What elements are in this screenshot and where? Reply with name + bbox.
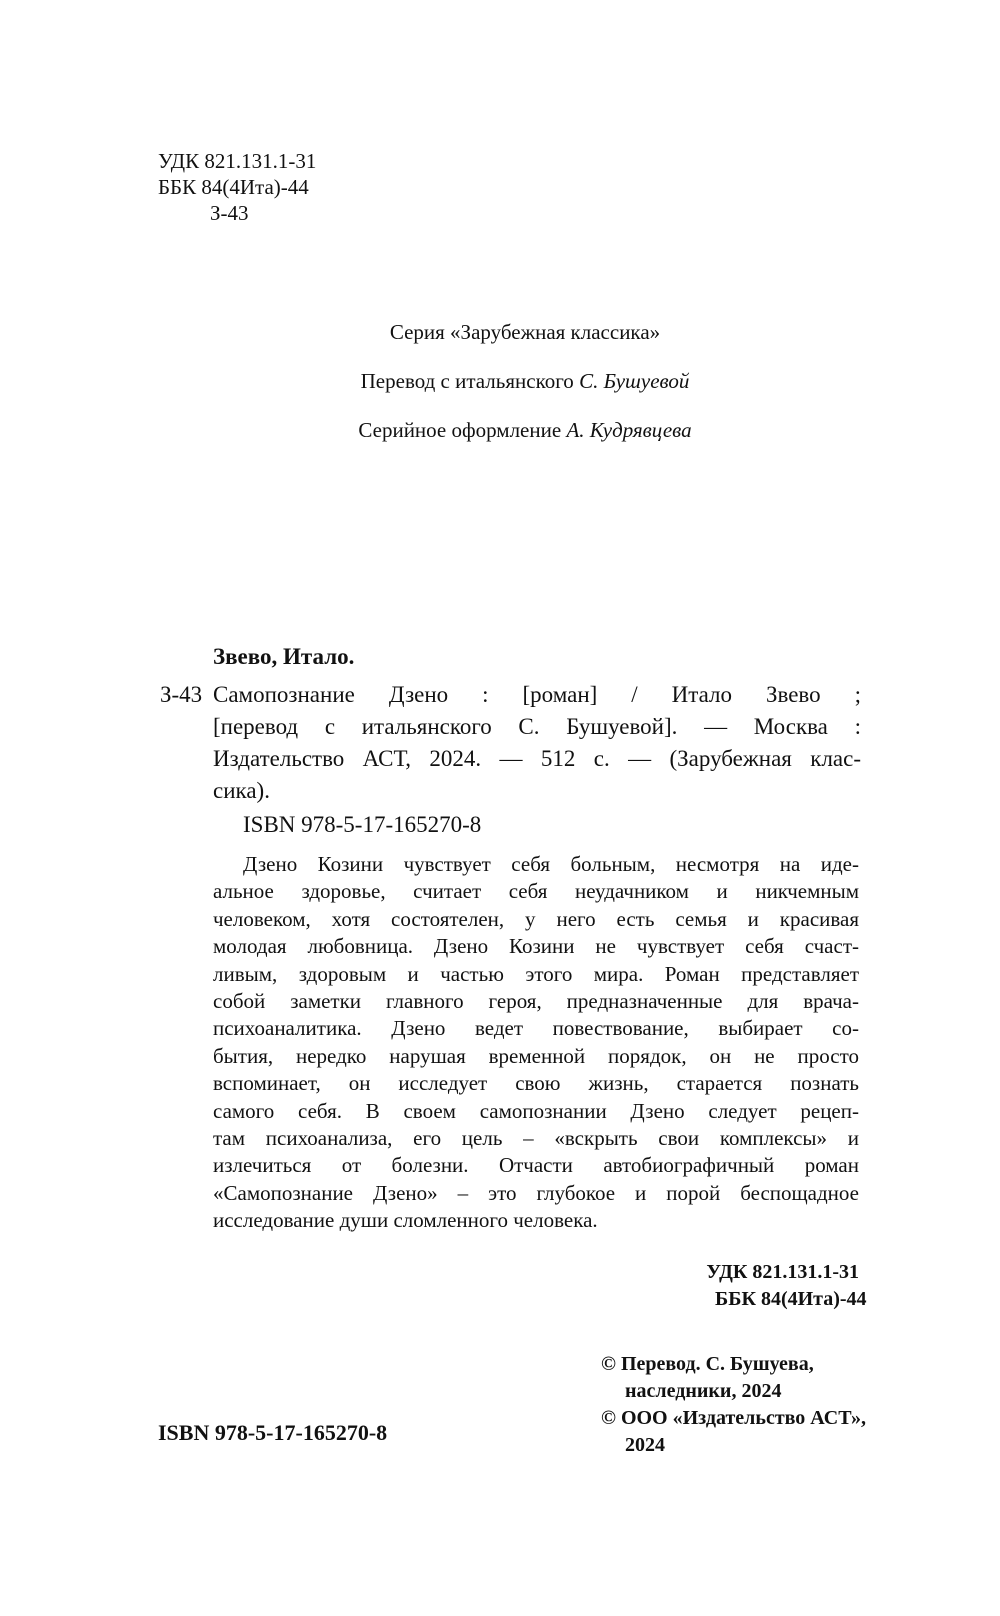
translator-name: С. Бушуевой <box>579 369 690 393</box>
translation-line <box>0 369 1000 394</box>
annotation-line: излечиться от болезни. Отчасти автобиографичный роман <box>213 1153 859 1178</box>
record-author-mark: З-43 <box>160 682 203 707</box>
translation-prefix: Перевод с итальянского <box>360 369 580 393</box>
biblio-line: сика). <box>213 778 270 803</box>
designer-name: А. Кудрявцева <box>566 418 692 442</box>
annotation-line: исследование души сломленного человека. <box>213 1208 598 1233</box>
copyright-line: © Перевод. С. Бушуева, <box>601 1353 814 1375</box>
annotation-line: там психоанализа, его цель – «вскрыть свои комплексы» и <box>213 1126 859 1151</box>
annotation-line: бытия, нередко нарушая временной порядок, он не просто <box>213 1043 859 1068</box>
biblio-line: Самопознание Дзено : [роман] / Итало Звево ; <box>213 682 861 707</box>
footer-bbk: ББК 84(4Ита)-44 <box>715 1288 867 1310</box>
biblio-line: [перевод с итальянского С. Бушуевой]. — Москва : <box>213 714 861 739</box>
copyright-line: 2024 <box>625 1434 665 1456</box>
annotation-line: молодая любовница. Дзено Козини не чувствует себя счаст- <box>213 934 859 959</box>
author-heading: Звево, Итало. <box>213 644 355 669</box>
series-line: Серия «Зарубежная классика» <box>389 320 661 344</box>
copyright-line: наследники, 2024 <box>625 1380 782 1402</box>
copyright-line: © ООО «Издательство АСТ», <box>601 1407 867 1429</box>
footer-udk: УДК 821.131.1-31 <box>706 1261 859 1283</box>
author-mark: З-43 <box>210 201 249 225</box>
footer-isbn: ISBN 978-5-17-165270-8 <box>158 1420 388 1445</box>
annotation-line: самого себя. В своем самопознании Дзено следует рецеп- <box>213 1098 859 1123</box>
record-isbn: ISBN 978-5-17-165270-8 <box>243 812 482 837</box>
annotation-line: собой заметки главного героя, предназначенные для врача- <box>213 989 859 1014</box>
udk-code: УДК 821.131.1-31 <box>158 149 317 173</box>
annotation-line: вспоминает, он исследует свою жизнь, старается познать <box>213 1071 859 1096</box>
annotation-line: Дзено Козини чувствует себя больным, несмотря на иде- <box>243 852 859 876</box>
biblio-line: Издательство АСТ, 2024. — 512 с. — (Зарубежная клас- <box>213 746 861 771</box>
bibliographic-description <box>213 679 861 807</box>
annotation-line: «Самопознание Дзено» – это глубокое и порой беспощадное <box>213 1180 859 1205</box>
annotation-line: ливым, здоровым и частью этого мира. Роман представляет <box>213 961 859 986</box>
bbk-code: ББК 84(4Ита)-44 <box>158 175 309 199</box>
design-line <box>0 418 1000 443</box>
annotation <box>213 851 859 1235</box>
annotation-line: альное здоровье, считает себя неудачником и никчемным <box>213 879 859 904</box>
design-prefix: Серийное оформление <box>358 418 567 442</box>
annotation-line: человеком, хотя состоятелен, у него есть семья и красивая <box>213 906 859 931</box>
annotation-line: психоаналитика. Дзено ведет повествование, выбирает со- <box>213 1016 859 1041</box>
